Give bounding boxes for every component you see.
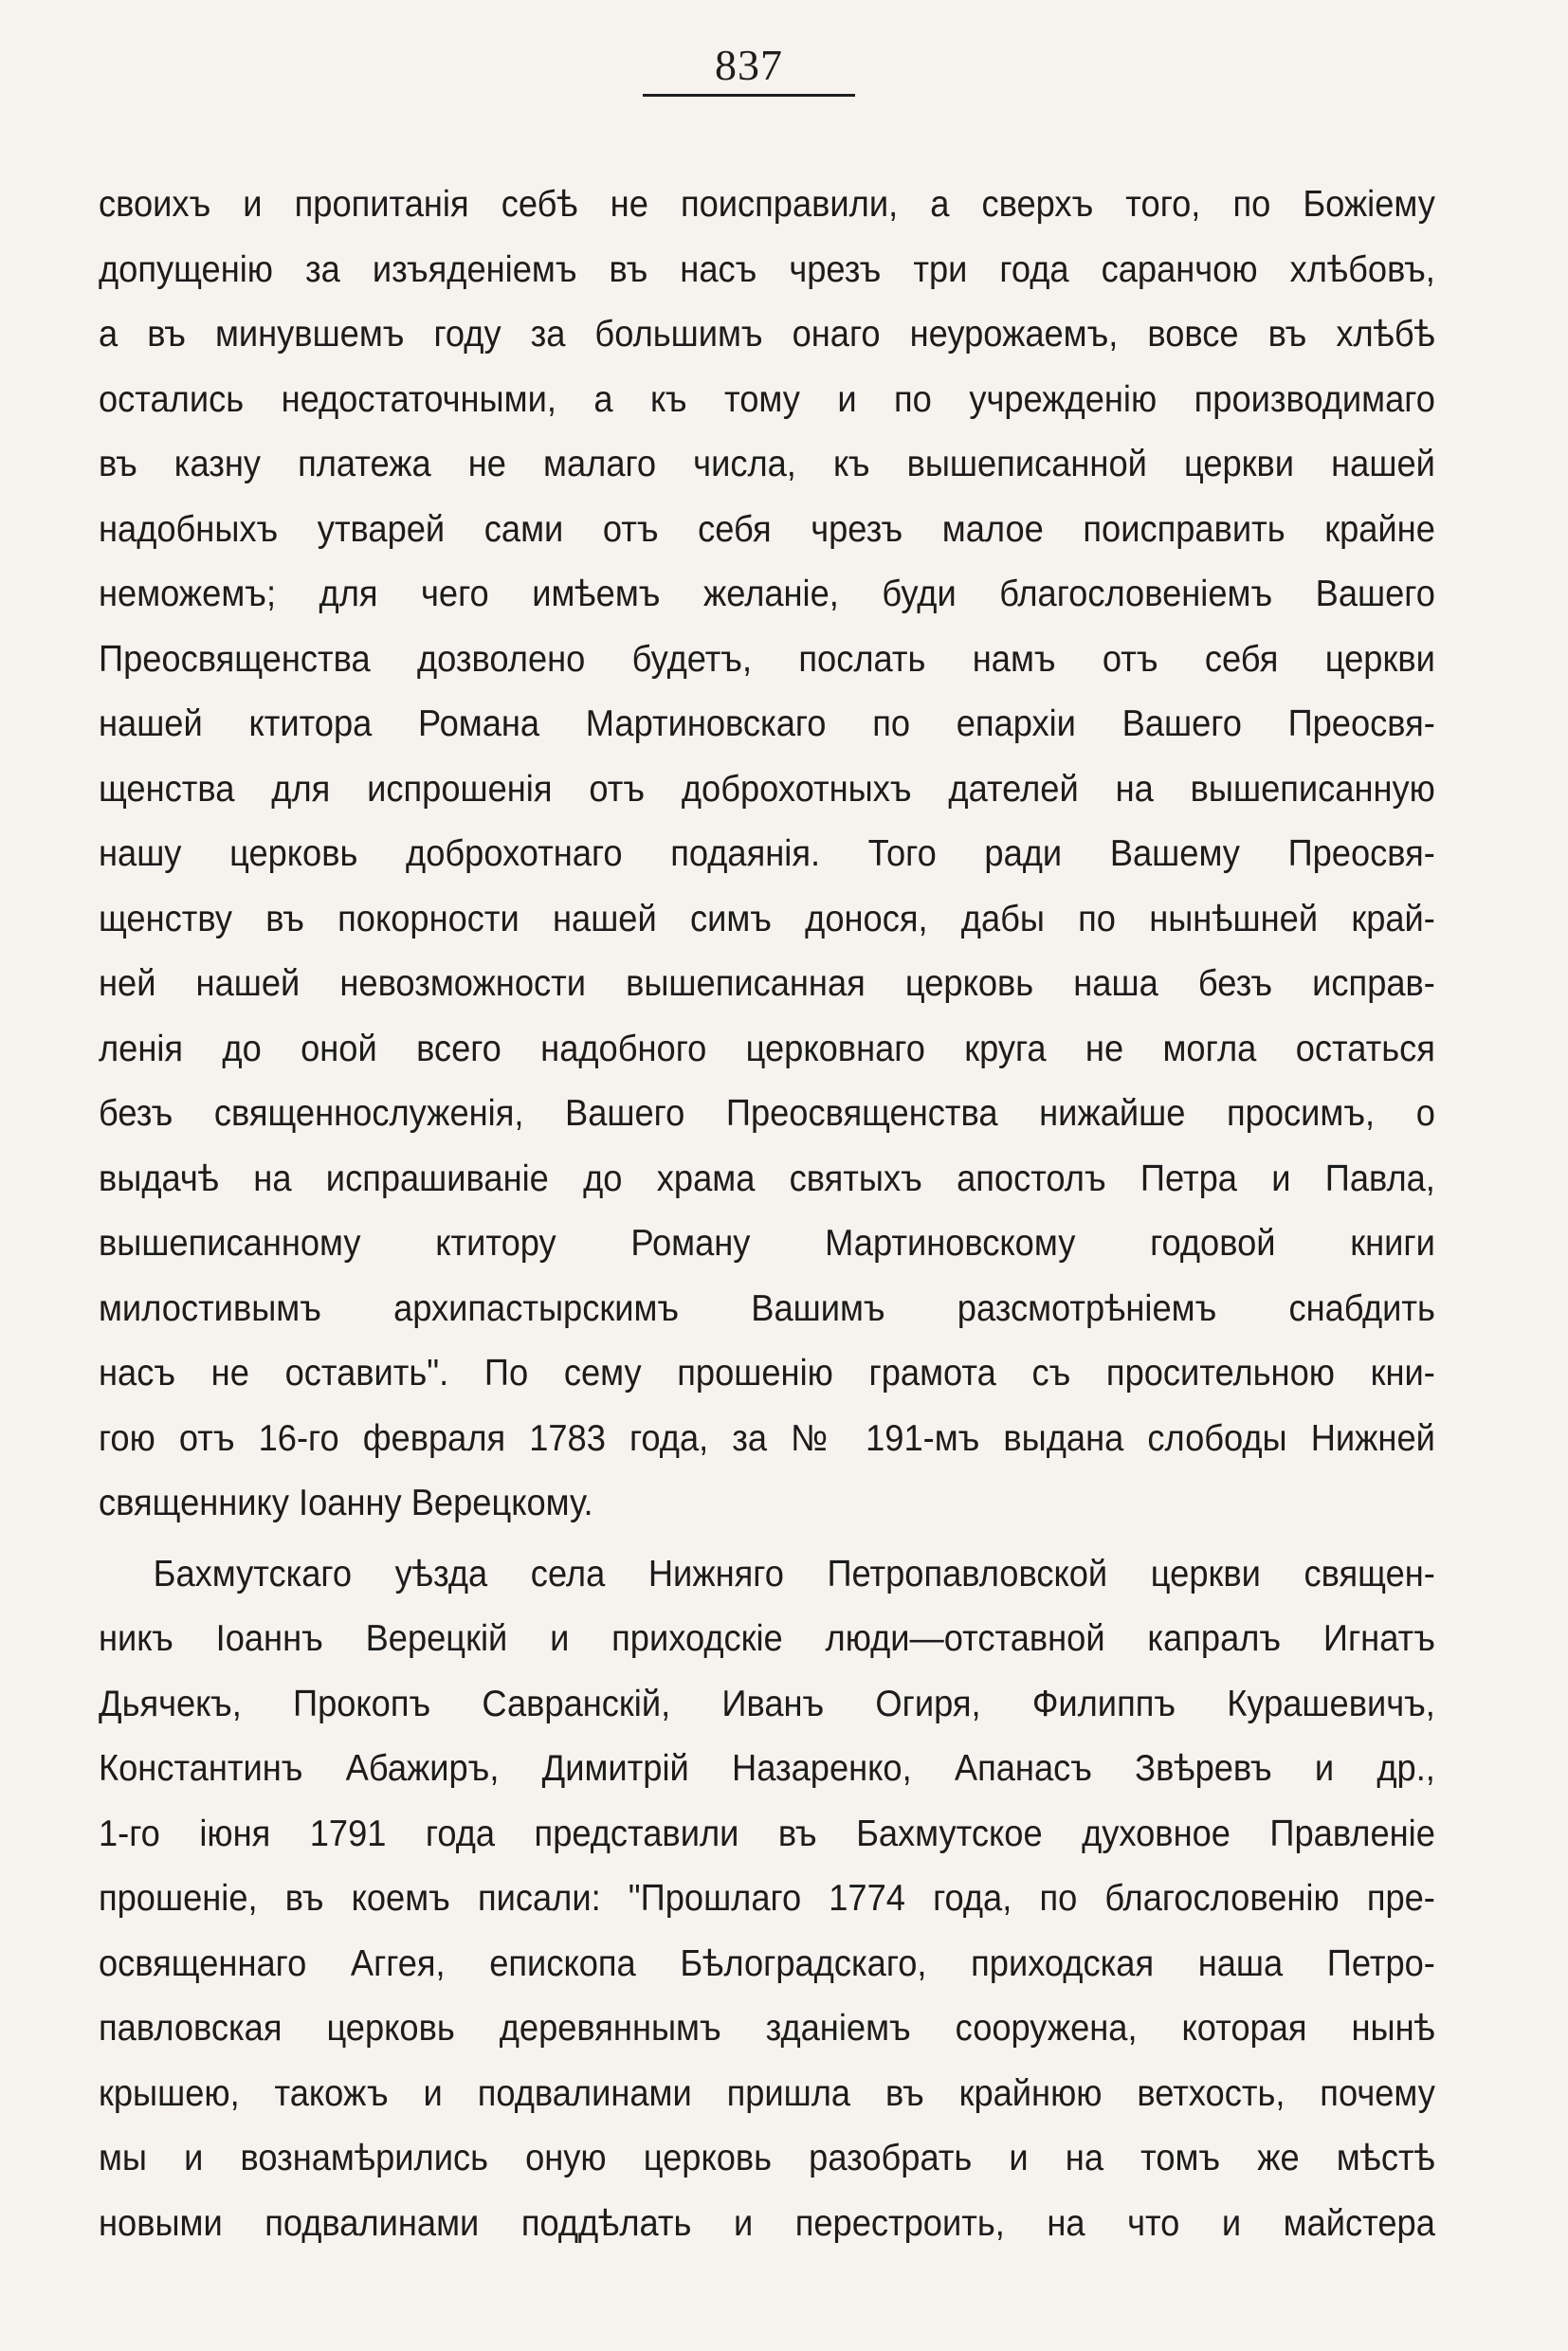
- page-number: 837: [715, 41, 783, 89]
- text-line: павловская церковь деревяннымъ зданіемъ сооружена, которая нынѣ: [99, 2008, 1435, 2049]
- text-line: Бахмутскаго уѣзда села Нижняго Петропавловской церкви священ-: [153, 1553, 1435, 1595]
- text-line: милостивымъ архипастырскимъ Вашимъ разсмотрѣніемъ снабдить: [99, 1287, 1435, 1329]
- text-line: Дьячекъ, Прокопъ Савранскій, Иванъ Огиря, Филиппъ Курашевичъ,: [99, 1683, 1435, 1724]
- text-line: своихъ и пропитанія себѣ не поисправили, а сверхъ того, по Божіему: [99, 184, 1435, 225]
- text-line: щенства для испрошенія отъ доброхотныхъ дателей на вышеписанную: [99, 768, 1435, 810]
- text-line: Константинъ Абажиръ, Димитрій Назаренко, Апанасъ Звѣревъ и др.,: [99, 1748, 1435, 1789]
- text-line: 1-го іюня 1791 года представили въ Бахмутское духовное Правленіе: [99, 1813, 1435, 1854]
- text-line: священнику Іоанну Верецкому.: [99, 1483, 593, 1523]
- text-line: неможемъ; для чего имѣемъ желаніе, буди благословеніемъ Вашего: [99, 574, 1435, 614]
- paragraph-2: [99, 1542, 1435, 2257]
- text-line: прошеніе, въ коемъ писали: "Прошлаго 1774 года, по благословенію пре-: [99, 1878, 1435, 1919]
- text-line: новыми подвалинами поддѣлать и перестроить, на что и майстера: [99, 2202, 1435, 2244]
- text-line: вышеписанному ктитору Роману Мартиновскому годовой книги: [99, 1223, 1435, 1264]
- text-line: щенству въ покорности нашей симъ донося, дабы по нынѣшней край-: [99, 898, 1435, 939]
- text-line: нашу церковь доброхотнаго подаянія. Того ради Вашему Преосвя-: [99, 833, 1435, 874]
- paragraph-1: [99, 173, 1435, 1537]
- text-line: освященнаго Аггея, епископа Бѣлоградскаго, приходская наша Петро-: [99, 1942, 1435, 1984]
- text-line: въ казну платежа не малаго числа, къ вышеписанной церкви нашей: [99, 444, 1435, 484]
- text-line: безъ священнослуженія, Вашего Преосвященства нижайше просимъ, о: [99, 1093, 1435, 1134]
- text-line: насъ не оставить". По сему прошенію грамота съ просительною кни-: [99, 1353, 1435, 1394]
- text-line: допущенію за изъяденіемъ въ насъ чрезъ три года саранчою хлѣбовъ,: [99, 248, 1435, 290]
- text-line: остались недостаточными, а къ тому и по учрежденію производимаго: [99, 378, 1435, 420]
- text-line: а въ минувшемъ году за большимъ онаго неурожаемъ, вовсе въ хлѣбѣ: [99, 314, 1435, 355]
- text-line: надобныхъ утварей сами отъ себя чрезъ малое поисправить крайне: [99, 508, 1435, 550]
- text-line: ленія до оной всего надобного церковнаго круга не могла остаться: [99, 1028, 1435, 1069]
- text-line: Преосвященства дозволено будетъ, послать намъ отъ себя церкви: [99, 638, 1435, 680]
- text-line: нашей ктитора Романа Мартиновскаго по епархіи Вашего Преосвя-: [99, 703, 1435, 744]
- text-line: крышею, такожъ и подвалинами пришла въ крайнюю ветхость, почему: [99, 2072, 1435, 2114]
- text-line: мы и вознамѣрились оную церковь разобрать и на томъ же мѣстѣ: [99, 2138, 1435, 2178]
- header-rule: [643, 94, 855, 97]
- text-line: выдачѣ на испрашиваніе до храма святыхъ апостолъ Петра и Павла,: [99, 1157, 1435, 1199]
- text-line: гою отъ 16-го февраля 1783 года, за № 191-мъ выдана слободы Нижней: [99, 1417, 1435, 1459]
- body-text: [99, 173, 1435, 2256]
- text-line: ней нашей невозможности вышеписанная церковь наша безъ исправ-: [99, 963, 1435, 1004]
- text-line: никъ Іоаннъ Верецкій и приходскіе люди—отставной капралъ Игнатъ: [99, 1618, 1435, 1659]
